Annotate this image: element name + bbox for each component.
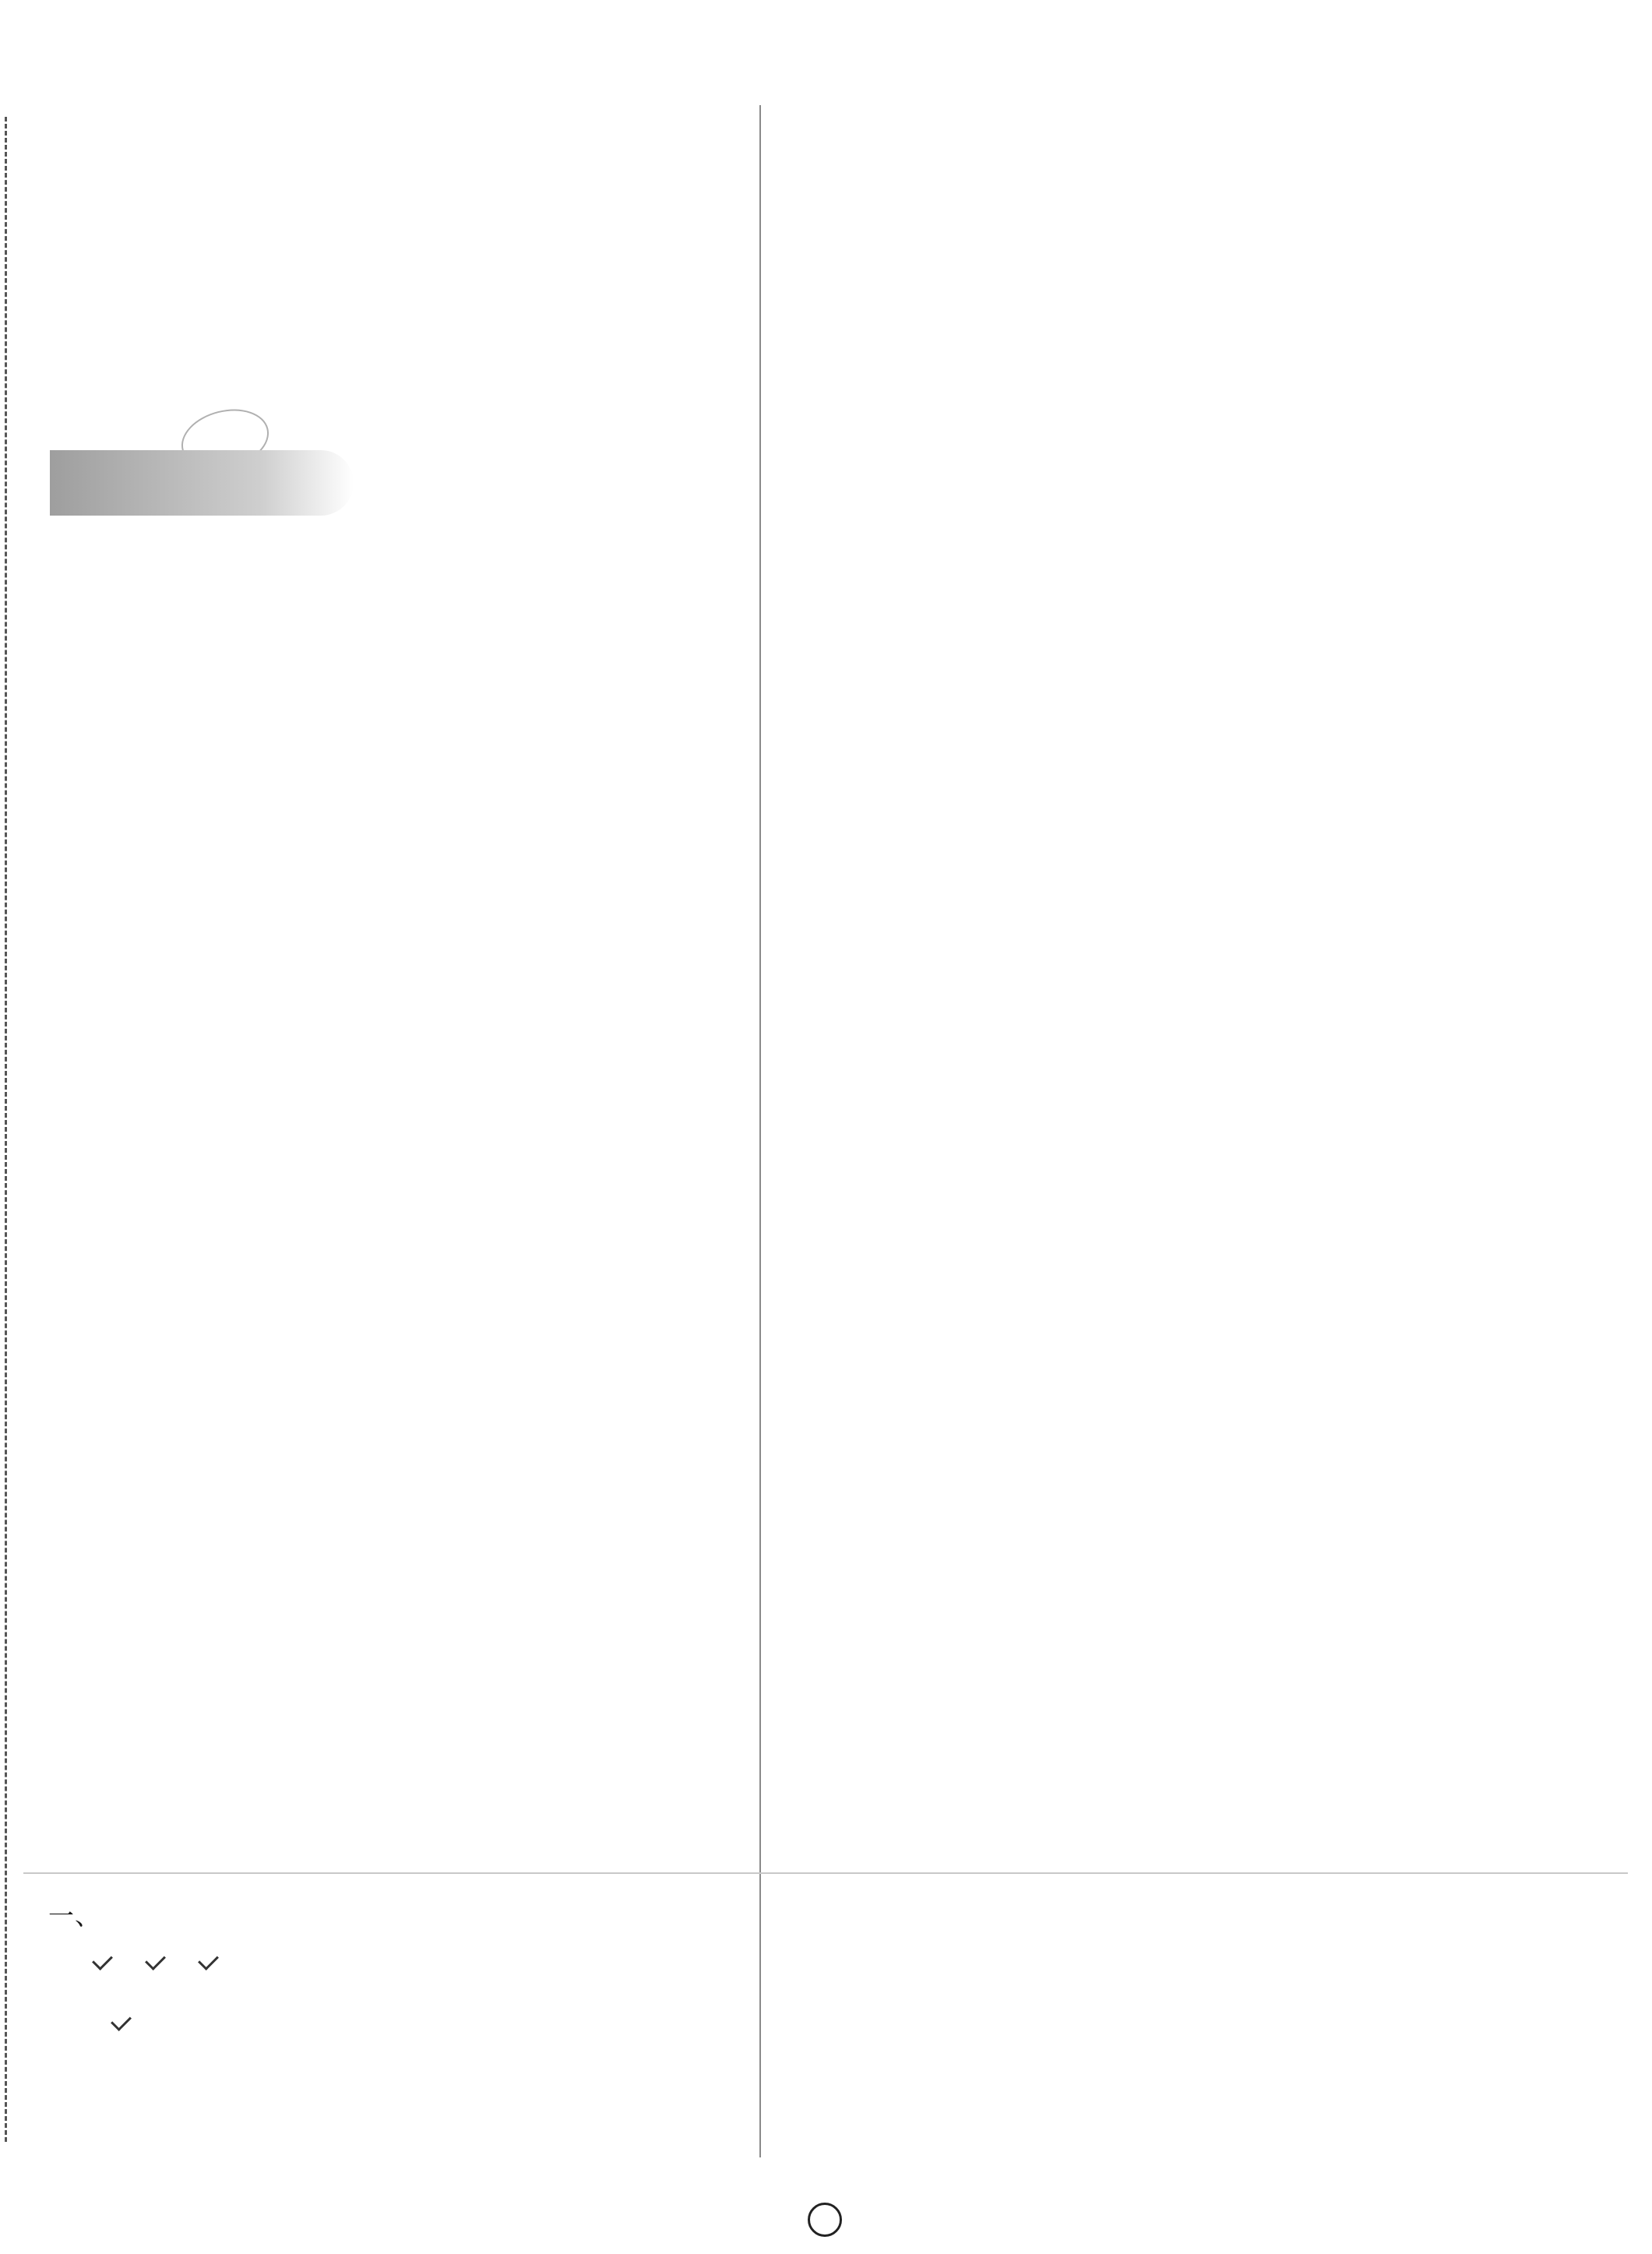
vocab-word xyxy=(391,358,477,397)
vocab-word xyxy=(220,358,305,397)
vocab-word xyxy=(562,203,648,241)
vocab-word xyxy=(48,241,134,280)
vocab-row xyxy=(48,397,734,436)
vocab-word xyxy=(648,203,734,241)
vocab-row xyxy=(48,358,734,397)
unit-banner xyxy=(50,450,354,516)
vocab-grid xyxy=(48,164,734,436)
vocab-word xyxy=(134,358,220,397)
vocab-word xyxy=(48,203,134,241)
vocab-word xyxy=(305,280,391,319)
vocab-word xyxy=(477,280,562,319)
vocab-word xyxy=(562,358,648,397)
vocab-word xyxy=(477,319,562,358)
scan-line xyxy=(23,1872,1628,1874)
vocab-word xyxy=(648,280,734,319)
vocab-word xyxy=(134,164,220,203)
vocab-row xyxy=(48,241,734,280)
vocab-word xyxy=(305,241,391,280)
vocab-word xyxy=(48,164,134,203)
vocab-word xyxy=(391,280,477,319)
vocab-word xyxy=(48,280,134,319)
vocab-word xyxy=(305,164,391,203)
vocab-word xyxy=(220,280,305,319)
vocab-word xyxy=(477,241,562,280)
vocab-row xyxy=(48,280,734,319)
publisher-badge xyxy=(808,2203,842,2237)
vocab-word xyxy=(562,164,648,203)
vocab-word xyxy=(305,319,391,358)
vocab-word xyxy=(220,203,305,241)
vocab-word xyxy=(391,164,477,203)
page-footer xyxy=(0,2203,1652,2237)
column-divider xyxy=(759,105,761,2157)
vocab-word xyxy=(391,319,477,358)
vocab-word xyxy=(477,164,562,203)
vocab-word xyxy=(477,358,562,397)
vocab-word xyxy=(648,241,734,280)
vocab-word xyxy=(391,241,477,280)
vocab-word xyxy=(562,241,648,280)
vocab-row xyxy=(48,203,734,241)
vocab-row xyxy=(48,319,734,358)
vocab-word xyxy=(220,319,305,358)
vocab-word xyxy=(305,203,391,241)
vocab-word xyxy=(648,164,734,203)
vocab-word xyxy=(48,319,134,358)
vocab-word xyxy=(305,358,391,397)
vocab-word xyxy=(220,164,305,203)
lesson15-tone-line1 xyxy=(48,1897,234,1935)
lesson16-pinyin-line xyxy=(788,1739,877,1778)
vocab-word xyxy=(134,241,220,280)
binding-edge xyxy=(5,117,22,2142)
vocab-word xyxy=(134,280,220,319)
vocab-word xyxy=(48,397,165,436)
vocab-word xyxy=(220,241,305,280)
vocab-word xyxy=(477,203,562,241)
vocab-row xyxy=(48,164,734,203)
vocab-word xyxy=(48,358,134,397)
lesson15-tone-line2 xyxy=(93,1957,146,1996)
vocab-word xyxy=(562,319,648,358)
vocab-word xyxy=(134,319,220,358)
vocab-word xyxy=(648,319,734,358)
item-label: 一、 xyxy=(48,1900,101,1931)
vocab-word xyxy=(562,280,648,319)
vocab-word xyxy=(391,203,477,241)
vocab-word xyxy=(134,203,220,241)
